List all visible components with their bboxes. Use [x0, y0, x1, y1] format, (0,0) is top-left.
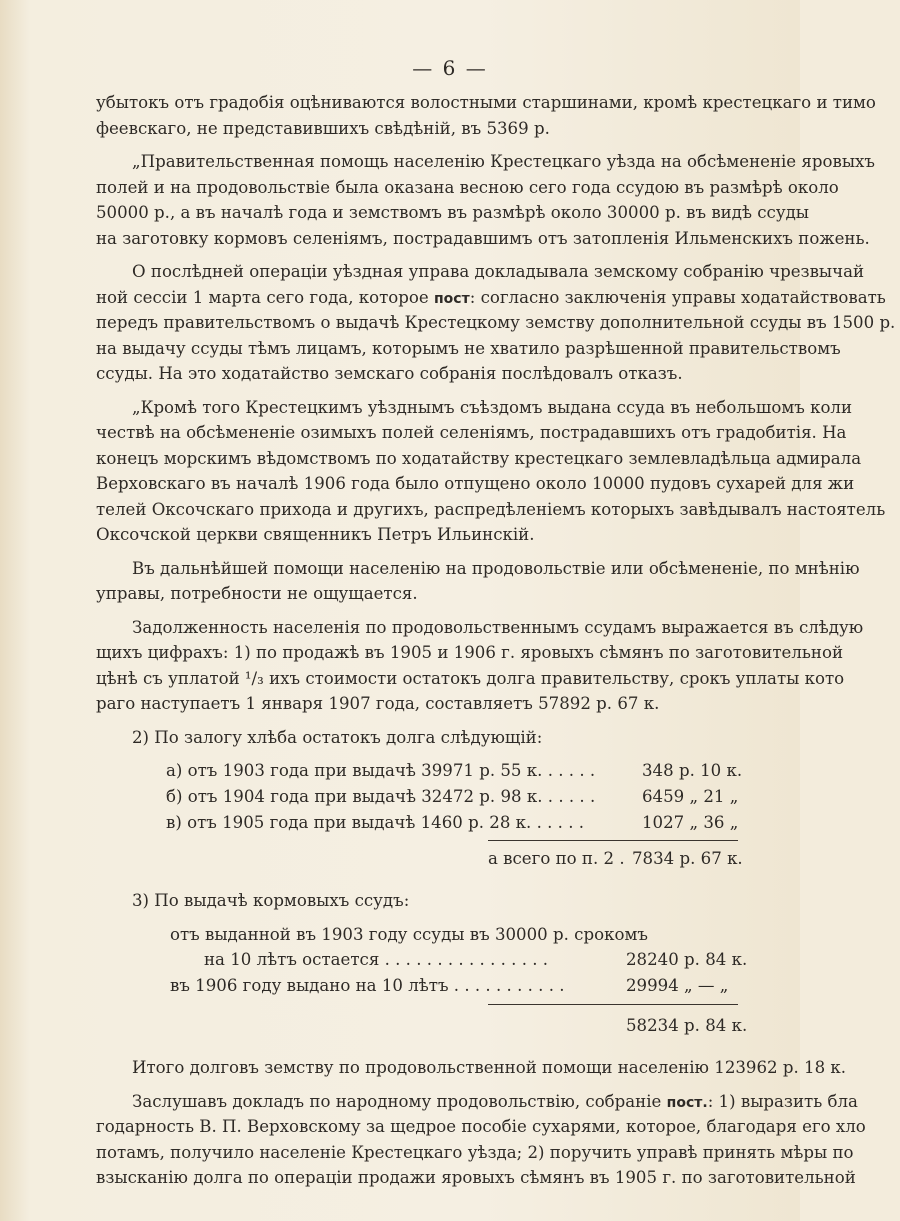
text-line	[96, 1089, 858, 1115]
text-line: на выдачу ссуды тѣмъ лицамъ, которымъ не хватило разрѣшенной правительствомъ	[96, 338, 841, 358]
text-line: убытокъ отъ градобія оцѣниваются волостными старшинами, кромѣ крестецкаго и тимо	[96, 93, 876, 112]
text-line: потамъ, получило населеніе Крестецкаго уѣзда; 2) поручить управѣ принять мѣры по	[96, 1142, 854, 1162]
text-line: Оксочской церкви священникъ Петръ Ильинскій.	[96, 525, 535, 544]
abbreviation-post: пост	[433, 290, 470, 307]
debt-row-label: въ 1906 году выдано на 10 лѣтъ . . . . . . . . . . .	[170, 976, 565, 995]
text-line: цѣнѣ съ уплатой ¹/₃ ихъ стоимости остатокъ долга правительству, срокъ уплаты кото	[96, 668, 845, 688]
total-rule-row	[96, 999, 800, 1013]
text-line: щихъ цифрахъ: 1) по продажѣ въ 1905 и 1906 г. яровыхъ сѣмянъ по заготовительной	[96, 643, 844, 662]
debt-row	[96, 947, 800, 973]
debt-row-amount: 348 р. 10 к.	[642, 761, 743, 780]
text-line	[96, 285, 886, 311]
subtotal-rule-row	[96, 836, 800, 846]
debt-row-amount: 29994 „ — „	[626, 976, 729, 995]
debt-row-amount: 1027 „ 36 „	[642, 813, 739, 832]
text-line: передъ правительствомъ о выдачѣ Крестецкому земству дополнительной ссуды въ 1500 р.	[96, 313, 896, 332]
text-span: : 1) выразить бла	[707, 1091, 858, 1111]
text-line: раго наступаетъ 1 января 1907 года, составляетъ 57892 р. 67 к.	[96, 694, 660, 713]
subtotal-amount: 7834 р. 67 к.	[632, 849, 743, 868]
text-line: Итого долговъ земству по продовольственной помощи населенію 123962 р. 18 к.	[132, 1058, 847, 1077]
debt-row	[96, 973, 800, 999]
total-amount: 58234 р. 84 к.	[626, 1016, 748, 1035]
debt-row-label: б) отъ 1904 года при выдачѣ 32472 р. 98 к. . . . . .	[166, 787, 596, 806]
text-line: О послѣдней операціи уѣздная управа докладывала земскому собранію чрезвычай	[132, 262, 865, 281]
text-line: „Кромѣ того Крестецкимъ уѣзднымъ съѣздомъ выдана ссуда въ небольшомъ коли	[132, 397, 853, 417]
subtotal-row	[96, 846, 800, 872]
text-line: взысканію долга по операціи продажи яровыхъ сѣмянъ въ 1905 г. по заготовительной	[96, 1168, 856, 1187]
text-line: управы, потребности не ощущается.	[96, 584, 418, 603]
page-number: — 6 —	[412, 56, 488, 80]
debt-row-amount: 28240 р. 84 к.	[626, 950, 748, 969]
total-row	[96, 1013, 800, 1039]
abbreviation-post: пост.	[666, 1094, 708, 1111]
text-line: Задолженность населенія по продовольственнымъ ссудамъ выражается въ слѣдую	[132, 617, 864, 637]
text-line: феевскаго, не представившихъ свѣдѣній, въ 5369 р.	[96, 118, 550, 138]
debt-row	[96, 810, 800, 836]
debt-row-label: на 10 лѣтъ остается . . . . . . . . . . . . . . . .	[204, 950, 549, 969]
document-body	[96, 90, 896, 1191]
text-line: полей и на продовольствіе была оказана весною сего года ссудою въ размѣрѣ около	[96, 177, 839, 197]
text-line: Верховскаго въ началѣ 1906 года было отпущено около 10000 пудовъ сухарей для жи	[96, 474, 855, 493]
text-span: Заслушавъ докладъ по народному продовольствію, собраніе	[132, 1091, 667, 1111]
text-line: конецъ морскимъ вѣдомствомъ по ходатайству крестецкаго землевладѣльца адмирала	[96, 448, 862, 468]
total-rule	[488, 1004, 738, 1005]
debt-row-label: а) отъ 1903 года при выдачѣ 39971 р. 55 к. . . . . .	[166, 761, 596, 780]
text-line: ссуды. На это ходатайство земскаго собранія послѣдовалъ отказъ.	[96, 364, 683, 383]
text-line: 50000 р., а въ началѣ года и земствомъ въ размѣрѣ около 30000 р. въ видѣ ссуды	[96, 203, 810, 222]
text-span: ной сессіи 1 марта сего года, которое	[96, 287, 434, 307]
debt-row-amount: 6459 „ 21 „	[642, 787, 739, 806]
subtotal-label: а всего по п. 2 .	[488, 849, 625, 868]
text-line: на заготовку кормовъ селеніямъ, пострадавшимъ отъ затопленія Ильменскихъ пожень.	[96, 228, 870, 248]
debt-row-label: в) отъ 1905 года при выдачѣ 1460 р. 28 к. . . . . .	[166, 813, 585, 832]
text-line: Въ дальнѣйшей помощи населенію на продовольствіе или обсѣмененіе, по мнѣнію	[132, 558, 860, 578]
text-line: 3) По выдачѣ кормовыхъ ссудъ:	[132, 891, 410, 910]
text-line: отъ выданной въ 1903 году ссуды въ 30000 р. срокомъ	[170, 924, 648, 944]
text-span: : согласно заключенія управы ходатайствовать	[469, 287, 886, 307]
text-line: 2) По залогу хлѣба остатокъ долга слѣдующій:	[132, 727, 543, 747]
debt-row	[96, 758, 800, 784]
debt-row	[96, 784, 800, 810]
text-line: годарность В. П. Верховскому за щедрое пособіе сухарями, которое, благодаря его хло	[96, 1117, 866, 1136]
text-line: чествѣ на обсѣмененіе озимыхъ полей селеніямъ, пострадавшихъ отъ градобитія. На	[96, 423, 847, 442]
text-line: „Правительственная помощь населенію Крестецкаго уѣзда на обсѣмененіе яровыхъ	[132, 152, 875, 171]
subtotal-rule	[488, 840, 738, 841]
text-line: телей Оксочскаго прихода и другихъ, распредѣленіемъ которыхъ завѣдывалъ настоятель	[96, 499, 886, 519]
